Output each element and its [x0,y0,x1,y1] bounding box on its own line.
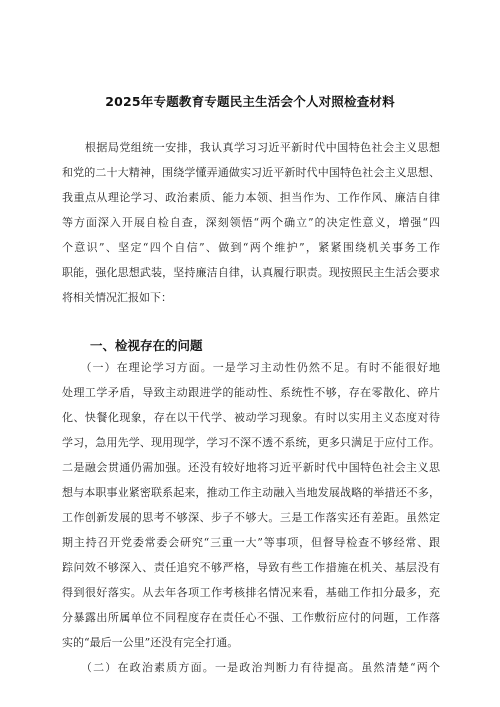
text-line: 踪问效不够深入、责任追究不够严格，导致有些工作措施在机关、基层没有 [62,561,440,574]
text-line: （二）在政治素质方面。一是政治判断力有待提高。虽然清楚“两个 [62,661,440,674]
intro-paragraph [62,135,440,310]
text-line: 根据局党组统一安排，我认真学习习近平新时代中国特色社会主义思想 [62,141,440,154]
text-line: 实的“最后一公里”还没有完全打通。 [62,636,239,649]
text-line: （一）在理论学习方面。一是学习主动性仍然不足。有时不能很好地 [62,361,440,374]
text-line: 想与本职事业紧密联系起来，推动工作主动融入当地发展战略的举措还不多， [62,486,440,499]
text-line: 职能，强化思想武装，坚持廉洁自律，认真履行职责。现按照民主生活会要求 [62,266,440,279]
text-line: 得到很好落实。从去年各项工作考核排名情况来看，基础工作扣分最多，充 [62,586,440,599]
section-heading: 一、检视存在的问题 [90,338,203,353]
text-line: 处理工学矛盾，导致主动跟进学的能动性、系统性不够，存在零散化、碎片 [62,386,440,399]
text-line: 工作创新发展的思考不够深、步子不够大。三是工作落实还有差距。虽然定 [62,511,440,524]
text-line: 将相关情况汇报如下： [62,291,172,304]
text-line: 二是融会贯通仍需加强。还没有较好地将习近平新时代中国特色社会主义思 [62,461,440,474]
text-line: 分暴露出所属单位不同程度存在责任心不强、工作敷衍应付的问题，工作落 [62,611,440,624]
text-line: 我重点从理论学习、政治素质、能力本领、担当作为、工作作风、廉洁自律 [62,191,440,204]
text-line: 期主持召开党委常委会研究“三重一大”等事项，但督导检查不够经常、跟 [62,536,440,549]
text-line: 个意识”、坚定“四个自信”、做到“两个维护”，紧紧围绕机关事务工作 [62,241,440,254]
text-line: 等方面深入开展自检自查，深刻领悟“两个确立”的决定性意义，增强“四 [62,216,440,229]
document-title: 2025年专题教育专题民主生活会个人对照检查材料 [105,94,395,109]
text-line: 学习，急用先学、现用现学，学习不深不透不系统，更多只满足于应付工作。 [62,436,440,449]
text-line: 化、快餐化现象，存在以干代学、被动学习现象。有时以实用主义态度对待 [62,411,440,424]
text-line: 和党的二十大精神，围绕学懂弄通做实习近平新时代中国特色社会主义思想、 [62,166,440,179]
section-body [62,355,440,680]
